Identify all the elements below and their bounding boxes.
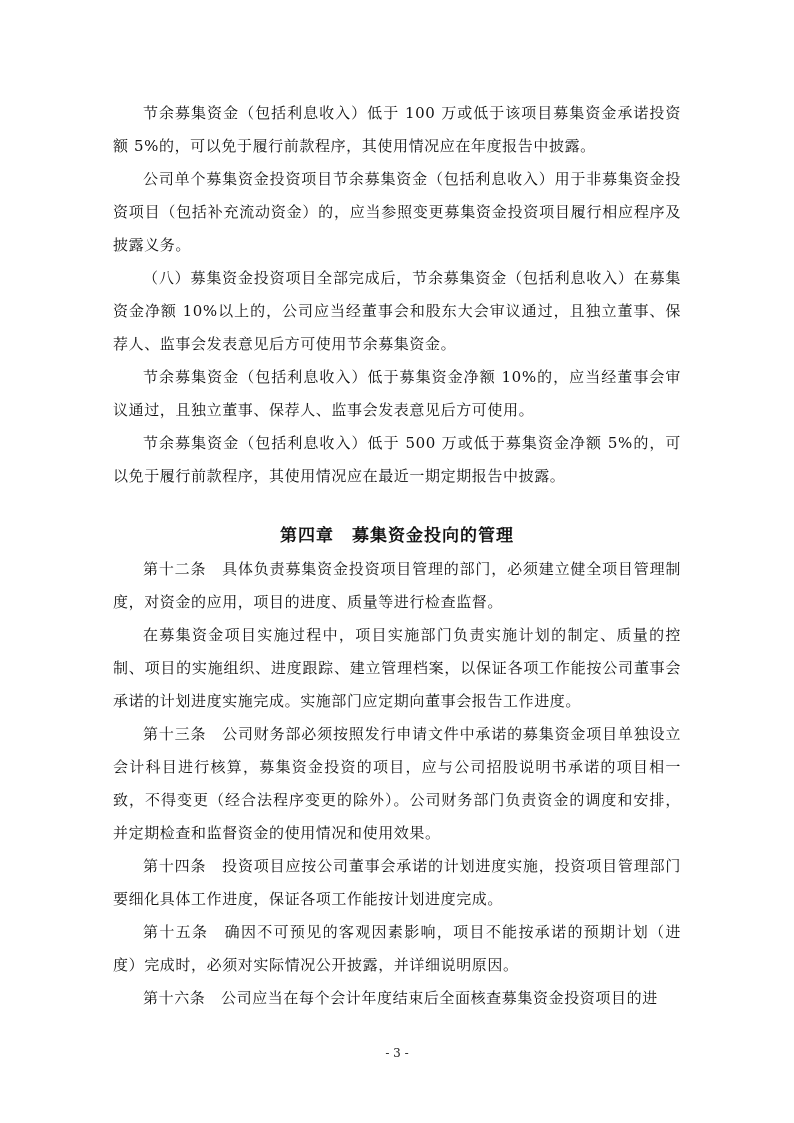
paragraph: 第十三条 公司财务部必须按照发行申请文件中承诺的募集资金项目单独设立会计科目进行核算，募集资金投资的项目，应与公司招股说明书承诺的项目相一致，不得变更（经合法程序变更的除外）。公司财务部门负责资金的调度和安排，并定期检查和监督资金的使用情况和使用效果。 [113, 725, 681, 842]
paragraph: 第十五条 确因不可预见的客观因素影响，项目不能按承诺的预期计划（进度）完成时，必须对实际情况公开披露，并详细说明原因。 [113, 923, 681, 974]
paragraph: 第十二条 具体负责募集资金投资项目管理的部门，必须建立健全项目管理制度，对资金的应用，项目的进度、质量等进行检查监督。 [113, 560, 681, 611]
paragraph: 节余募集资金（包括利息收入）低于 500 万或低于募集资金净额 5%的，可以免于履行前款程序，其使用情况应在最近一期定期报告中披露。 [113, 434, 681, 485]
paragraph: 第十四条 投资项目应按公司董事会承诺的计划进度实施，投资项目管理部门要细化具体工作进度，保证各项工作能按计划进度完成。 [113, 857, 681, 908]
paragraph: （八）募集资金投资项目全部完成后，节余募集资金（包括利息收入）在募集资金净额 10%以上的，公司应当经董事会和股东大会审议通过，且独立董事、保荐人、监事会发表意见后方可使用节余募集资金。 [113, 269, 681, 353]
paragraph: 节余募集资金（包括利息收入）低于 100 万或低于该项目募集资金承诺投资额 5%的，可以免于履行前款程序，其使用情况应在年度报告中披露。 [113, 104, 681, 155]
page-body [113, 97, 681, 1015]
chapter-title: 第四章 募集资金投向的管理 [280, 526, 514, 546]
paragraph: 第十六条 公司应当在每个会计年度结束后全面核查募集资金投资项目的进 [143, 989, 658, 1007]
paragraph: 公司单个募集资金投资项目节余募集资金（包括利息收入）用于非募集资金投资项目（包括补充流动资金）的，应当参照变更募集资金投资项目履行相应程序及披露义务。 [113, 170, 681, 254]
paragraph: 节余募集资金（包括利息收入）低于募集资金净额 10%的，应当经董事会审议通过，且独立董事、保荐人、监事会发表意见后方可使用。 [113, 368, 681, 419]
page-number: - 3 - [385, 1046, 409, 1060]
paragraph: 在募集资金项目实施过程中，项目实施部门负责实施计划的制定、质量的控制、项目的实施组织、进度跟踪、建立管理档案，以保证各项工作能按公司董事会承诺的计划进度实施完成。实施部门应定期向董事会报告工作进度。 [113, 626, 681, 710]
